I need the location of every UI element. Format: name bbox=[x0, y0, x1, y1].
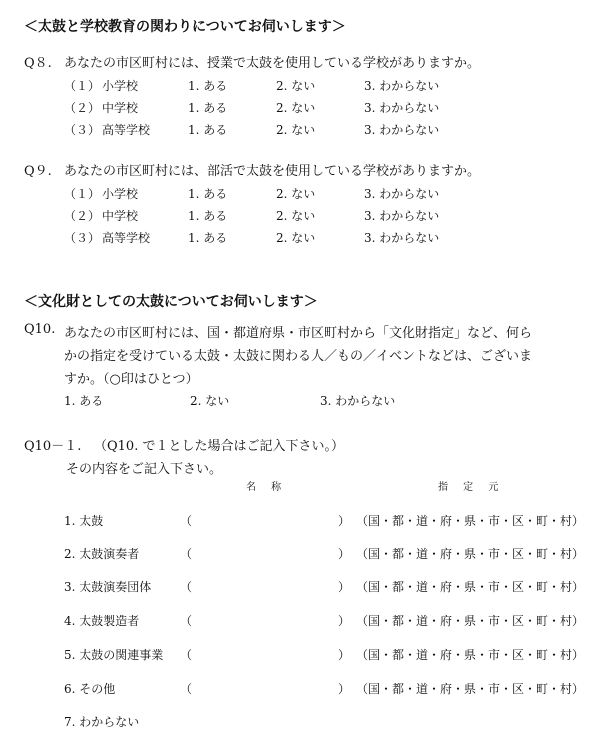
row-number: （３） bbox=[64, 123, 101, 137]
column-header-designator: 指 定 元 bbox=[438, 482, 505, 493]
row-number: （３） bbox=[64, 231, 101, 245]
q10-text-line3: すか。（○印はひとつ） bbox=[64, 372, 199, 387]
option-unknown[interactable]: 3. わからない bbox=[364, 209, 440, 223]
option-unknown[interactable]: 3. わからない bbox=[364, 187, 440, 201]
option-no[interactable]: 2. ない bbox=[276, 79, 316, 93]
designator-options[interactable]: （国・都・道・府・県・市・区・町・村） bbox=[356, 682, 585, 696]
option-unknown[interactable]: 7. わからない bbox=[64, 715, 140, 729]
option-no[interactable]: 2. ない bbox=[190, 394, 230, 408]
row-number: （２） bbox=[64, 101, 101, 115]
name-input[interactable] bbox=[196, 680, 336, 696]
q8-number: Q８. bbox=[24, 56, 52, 71]
open-paren: （ bbox=[180, 547, 193, 561]
section-header-school-education: ＜太鼓と学校教育の関わりについてお伺いします＞ bbox=[24, 19, 346, 35]
row-label: 高等学校 bbox=[102, 231, 151, 245]
item-label: 4. 太鼓製造者 bbox=[64, 614, 140, 628]
name-input[interactable] bbox=[196, 512, 336, 528]
row-number: （１） bbox=[64, 187, 101, 201]
row-number: （２） bbox=[64, 209, 101, 223]
q8-text: あなたの市区町村には、授業で太鼓を使用している学校がありますか。 bbox=[64, 56, 481, 71]
open-paren: （ bbox=[180, 682, 193, 696]
item-label: 2. 太鼓演奏者 bbox=[64, 547, 140, 561]
row-label: 中学校 bbox=[102, 209, 139, 223]
section-header-cultural-property: ＜文化財としての太鼓についてお伺いします＞ bbox=[24, 294, 318, 310]
column-header-name: 名 称 bbox=[246, 482, 288, 493]
row-label: 高等学校 bbox=[102, 123, 151, 137]
option-no[interactable]: 2. ない bbox=[276, 101, 316, 115]
option-unknown[interactable]: 3. わからない bbox=[320, 394, 396, 408]
row-label: 小学校 bbox=[102, 187, 139, 201]
option-unknown[interactable]: 3. わからない bbox=[364, 123, 440, 137]
option-unknown[interactable]: 3. わからない bbox=[364, 101, 440, 115]
row-number: （１） bbox=[64, 79, 101, 93]
close-paren: ） bbox=[338, 580, 351, 594]
open-paren: （ bbox=[180, 648, 193, 662]
option-no[interactable]: 2. ない bbox=[276, 209, 316, 223]
q10-1-instruction: その内容をご記入下さい。 bbox=[66, 462, 223, 477]
option-yes[interactable]: 1. ある bbox=[64, 394, 104, 408]
option-yes[interactable]: 1. ある bbox=[188, 123, 228, 137]
name-input[interactable] bbox=[196, 612, 336, 628]
option-yes[interactable]: 1. ある bbox=[188, 187, 228, 201]
name-input[interactable] bbox=[196, 646, 336, 662]
designator-options[interactable]: （国・都・道・府・県・市・区・町・村） bbox=[356, 614, 585, 628]
name-input[interactable] bbox=[196, 545, 336, 561]
q10-1-number: Q10－１. bbox=[24, 439, 82, 454]
open-paren: （ bbox=[180, 580, 193, 594]
item-label: 3. 太鼓演奏団体 bbox=[64, 580, 152, 594]
option-no[interactable]: 2. ない bbox=[276, 123, 316, 137]
item-label: 1. 太鼓 bbox=[64, 514, 104, 528]
q9-text: あなたの市区町村には、部活で太鼓を使用している学校がありますか。 bbox=[64, 164, 481, 179]
q10-number: Q10. bbox=[24, 322, 56, 337]
open-paren: （ bbox=[180, 614, 193, 628]
close-paren: ） bbox=[338, 614, 351, 628]
option-yes[interactable]: 1. ある bbox=[188, 231, 228, 245]
q10-text-line1: あなたの市区町村には、国・都道府県・市区町村から「文化財指定」など、何ら bbox=[64, 326, 533, 341]
option-yes[interactable]: 1. ある bbox=[188, 79, 228, 93]
q9-number: Q９. bbox=[24, 164, 52, 179]
close-paren: ） bbox=[338, 682, 351, 696]
option-yes[interactable]: 1. ある bbox=[188, 209, 228, 223]
row-label: 小学校 bbox=[102, 79, 139, 93]
item-label: 5. 太鼓の関連事業 bbox=[64, 648, 164, 662]
option-no[interactable]: 2. ない bbox=[276, 231, 316, 245]
row-label: 中学校 bbox=[102, 101, 139, 115]
designator-options[interactable]: （国・都・道・府・県・市・区・町・村） bbox=[356, 580, 585, 594]
close-paren: ） bbox=[338, 514, 351, 528]
close-paren: ） bbox=[338, 648, 351, 662]
designator-options[interactable]: （国・都・道・府・県・市・区・町・村） bbox=[356, 514, 585, 528]
close-paren: ） bbox=[338, 547, 351, 561]
q10-text-line2: かの指定を受けている太鼓・太鼓に関わる人／もの／イベントなどは、ございま bbox=[64, 349, 533, 364]
item-label: 6. その他 bbox=[64, 682, 116, 696]
option-no[interactable]: 2. ない bbox=[276, 187, 316, 201]
option-yes[interactable]: 1. ある bbox=[188, 101, 228, 115]
q10-1-note: （Q10. で１とした場合はご記入下さい。） bbox=[94, 439, 344, 454]
name-input[interactable] bbox=[196, 578, 336, 594]
designator-options[interactable]: （国・都・道・府・県・市・区・町・村） bbox=[356, 648, 585, 662]
designator-options[interactable]: （国・都・道・府・県・市・区・町・村） bbox=[356, 547, 585, 561]
open-paren: （ bbox=[180, 514, 193, 528]
option-unknown[interactable]: 3. わからない bbox=[364, 231, 440, 245]
option-unknown[interactable]: 3. わからない bbox=[364, 79, 440, 93]
